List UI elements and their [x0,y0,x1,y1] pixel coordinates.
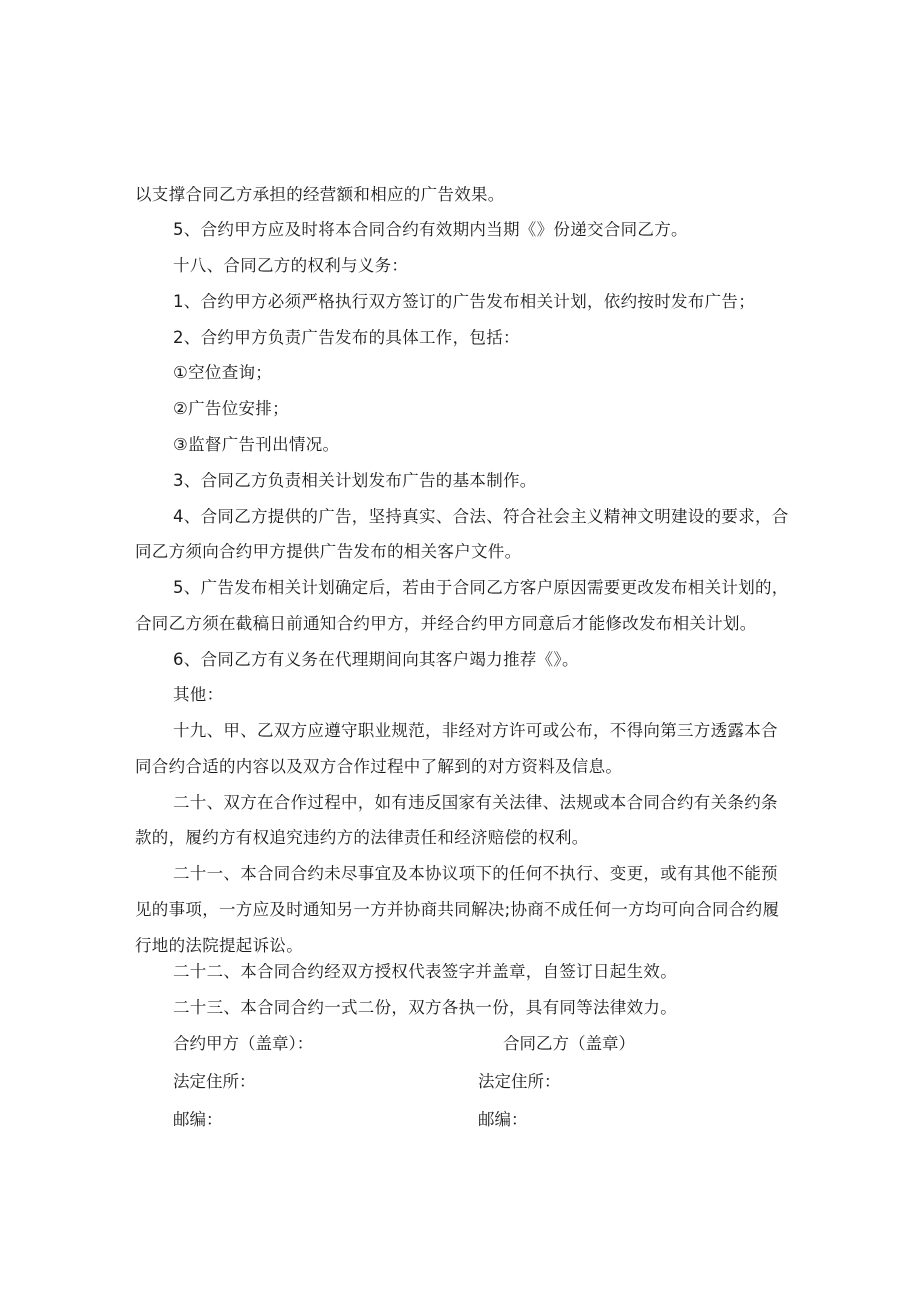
para-line: 二十、双方在合作过程中，如有违反国家有关法律、法规或本合同合约有关条约条 [173,793,778,812]
list-item: ①空位查询； [173,363,273,382]
para-line: 4、合同乙方提供的广告，坚持真实、合法、符合社会主义精神文明建设的要求，合 [173,507,789,526]
party-a-seal-label: 合约甲方（盖章）： [173,1034,314,1053]
para-line: 十九、甲、乙双方应遵守职业规范，非经对方许可或公布，不得向第三方透露本合 [173,721,778,740]
party-b-address-label: 法定住所： [478,1072,561,1091]
party-a-postcode-label: 邮编： [173,1110,223,1129]
para-line: 3、合同乙方负责相关计划发布广告的基本制作。 [173,471,537,490]
section-heading: 其他： [173,685,224,704]
para-line: 款的，履约方有权追究违约方的法律责任和经济赔偿的权利。 [135,828,589,847]
para-line: 以支撑合同乙方承担的经营额和相应的广告效果。 [135,185,505,204]
list-item: ③监督广告刊出情况。 [173,435,340,454]
para-line: 6、合同乙方有义务在代理期间向其客户竭力推荐《》。 [173,650,579,669]
para-line: 二十三、本合同合约一式二份，双方各执一份，具有同等法律效力。 [173,998,677,1017]
para-line: 1、合约甲方必须严格执行双方签订的广告发布相关计划，依约按时发布广告； [173,292,755,311]
section-heading: 十八、合同乙方的权利与义务： [173,256,409,275]
para-line: 二十一、本合同合约未尽事宜及本协议项下的任何不执行、变更，或有其他不能预 [173,864,778,883]
para-line: 2、合约甲方负责广告发布的具体工作，包括： [173,328,520,347]
para-line: 5、广告发布相关计划确定后，若由于合同乙方客户原因需要更改发布相关计划的， [173,578,789,597]
party-b-seal-label: 合同乙方（盖章） [503,1034,635,1053]
para-line: 合同乙方须在截稿日前通知合约甲方，并经合约甲方同意后才能修改发布相关计划。 [135,614,757,633]
party-b-postcode-label: 邮编： [478,1110,528,1129]
para-line: 5、合约甲方应及时将本合同合约有效期内当期《》份递交合同乙方。 [173,220,688,239]
para-line: 二十二、本合同合约经双方授权代表签字并盖章，自签订日起生效。 [173,962,677,981]
list-item: ②广告位安排； [173,399,289,418]
para-line: 同乙方须向合约甲方提供广告发布的相关客户文件。 [135,542,522,561]
para-line: 行地的法院提起诉讼。 [135,936,303,955]
party-a-address-label: 法定住所： [173,1072,256,1091]
para-line: 同合约合适的内容以及双方合作过程中了解到的对方资料及信息。 [135,757,623,776]
para-line: 见的事项，一方应及时通知另一方并协商共同解决;协商不成任何一方均可向合同合约履 [135,900,780,919]
